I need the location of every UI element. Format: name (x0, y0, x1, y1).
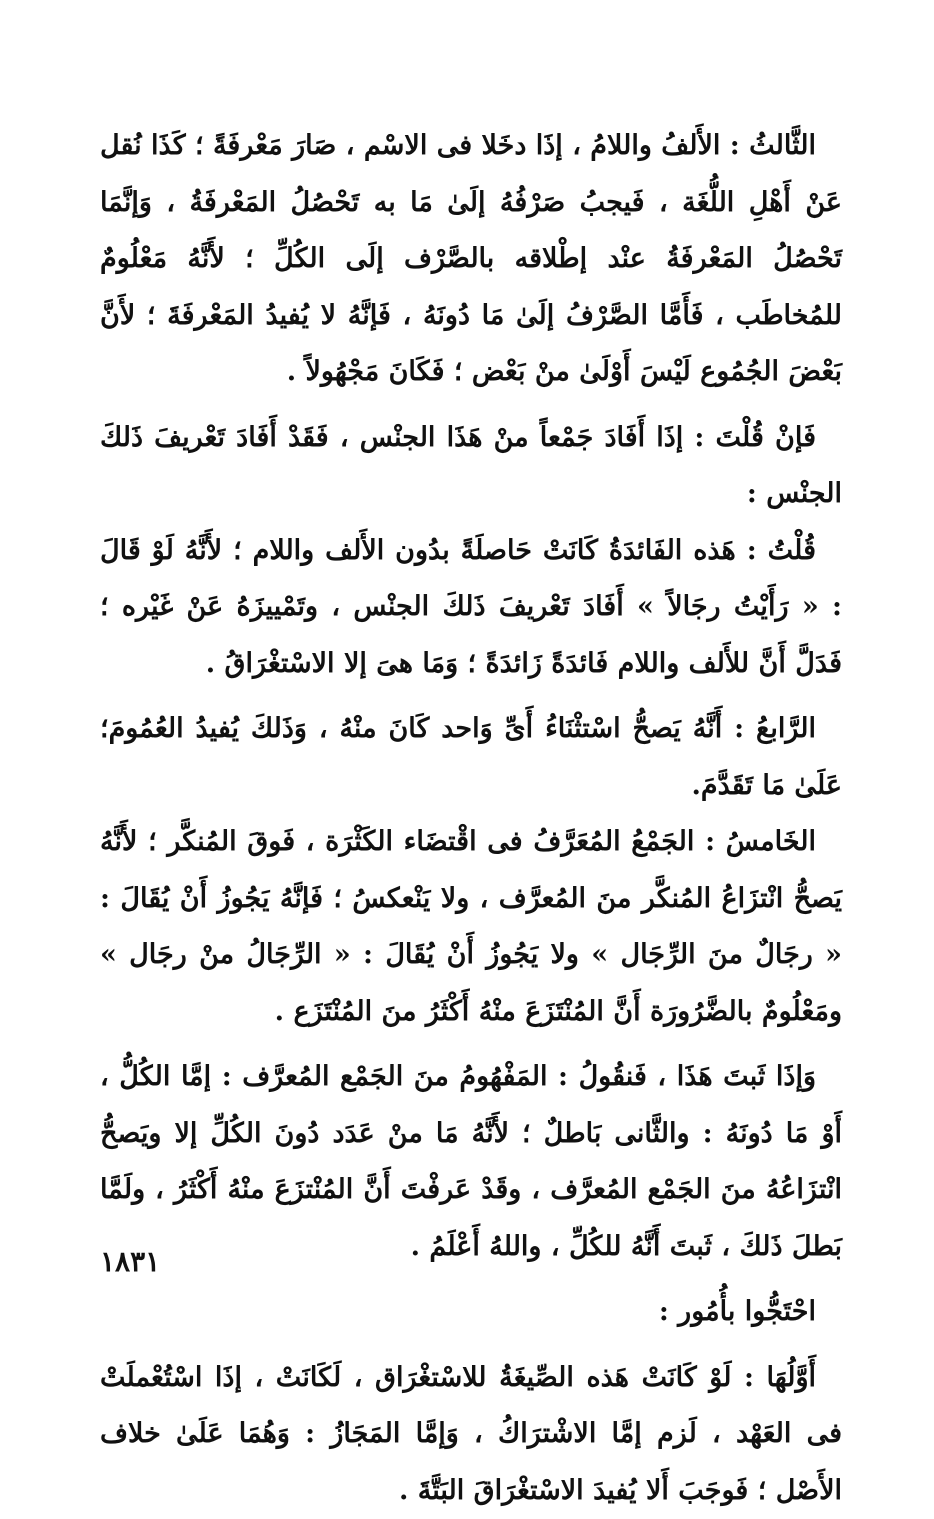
body-text (100, 118, 842, 1519)
paragraph-objection: فَإنْ قُلْتَ : إذَا أَفَادَ جَمْعاً منْ هَذَا الجنْس ، فَقَدْ أَفَادَ تَعْريفَ ذَلكَ الجنْس : (100, 410, 842, 523)
paragraph-fourth-point: الرَّابعُ : أَنَّهُ يَصحُّ اسْتثْنَاءُ أَىِّ وَاحد كَانَ منْهُ ، وَذَلكَ يُفيدُ العُمُومَ؛ عَلَىٰ مَا تَقَدَّمَ. (100, 701, 842, 814)
paragraph-reply: قُلْتُ : هَذه الفَائدَةُ كَانَتْ حَاصلَةً بدُون الأَلف واللام ؛ لأَنَّهُ لَوْ قَالَ : « رَأَيْتُ رجَالاً » أَفَادَ تَعْريفَ ذَلكَ الجنْس ، وتَمْييزَهُ عَنْ غَيْره ؛ فَدَلَّ أَنَّ للأَلف واللام فَائدَةً زَائدَةً ؛ وَمَا هىَ إلا الاسْتغْرَاقُ . (100, 523, 842, 693)
paragraph-first-argument: أَوَّلُهَا : لَوْ كَانَتْ هَذه الصِّيغَةُ للاسْتغْرَاق ، لَكَانَتْ ، إذَا اسْتُعْملَتْ فى العَهْد ، لَزم إمَّا الاشْترَاكُ ، وَإمَّا المَجَازُ : وَهُمَا عَلَىٰ خلاف الأَصْل ؛ فَوجَبَ أَلا يُفيدَ الاسْتغْرَاقَ البَتَّةَ . (100, 1350, 842, 1519)
paragraph-arguments-heading: احْتَجُّوا بأُمُور : (100, 1284, 842, 1341)
page-number: ١٨٣١ (100, 1245, 160, 1278)
paragraph-fifth-point: الخَامسُ : الجَمْعُ المُعَرَّفُ فى اقْتضَاء الكَثْرَة ، فَوقَ المُنكَّر ؛ لأَنَّهُ يَصحُّ انْتزَاعُ المُنكَّر منَ المُعرَّف ، ولا يَنْعكسُ ؛ فَإنَّهُ يَجُوزُ أَنْ يُقَالَ : « رجَالٌ منَ الرِّجَال » ولا يَجُوزُ أَنْ يُقَالَ : « الرِّجَالُ منْ رجَال » ومَعْلُومٌ بالضَّرُورَة أَنَّ المُنْتَزَعَ منْهُ أَكْثَرُ منَ المُنْتَزَع . (100, 814, 842, 1040)
paragraph-third-point: الثَّالثُ : الأَلفُ واللامُ ، إذَا دخَلا فى الاسْم ، صَارَ مَعْرفَةً ؛ كَذَا نُقل عَنْ أَهْلِ اللُّغَة ، فَيجبُ صَرْفُهُ إلَىٰ مَا به تَحْصُلُ المَعْرفَةُ ، وَإنَّمَا تَحْصُلُ المَعْرفَةُ عنْد إطْلاقه بالصَّرْف إلَى الكُلِّ ؛ لأَنَّهُ مَعْلُومٌ للمُخاطَب ، فَأَمَّا الصَّرْفُ إلَىٰ مَا دُونَهُ ، فَإنَّهُ لا يُفيدُ المَعْرفَةَ ؛ لأَنَّ بَعْضَ الجُمُوع لَيْسَ أَوْلَىٰ منْ بَعْض ؛ فَكَانَ مَجْهُولاً . (100, 118, 842, 401)
paragraph-conclusion: وَإذَا ثَبتَ هَذَا ، فَنقُولُ : المَفْهُومُ منَ الجَمْع المُعرَّف : إمَّا الكُلُّ ، أَوْ مَا دُونَهُ : والثَّانى بَاطلٌ ؛ لأَنَّهُ مَا منْ عَدَد دُونَ الكُلِّ إلا ويَصحُّ انْتزَاعُهُ منَ الجَمْع المُعرَّف ، وقَدْ عَرفْتَ أَنَّ المُنْتزَعَ منْهُ أَكْثَرُ ، ولَمَّا بَطلَ ذَلكَ ، ثَبتَ أَنَّهُ للكُلِّ ، واللهُ أَعْلَمُ . (100, 1049, 842, 1275)
